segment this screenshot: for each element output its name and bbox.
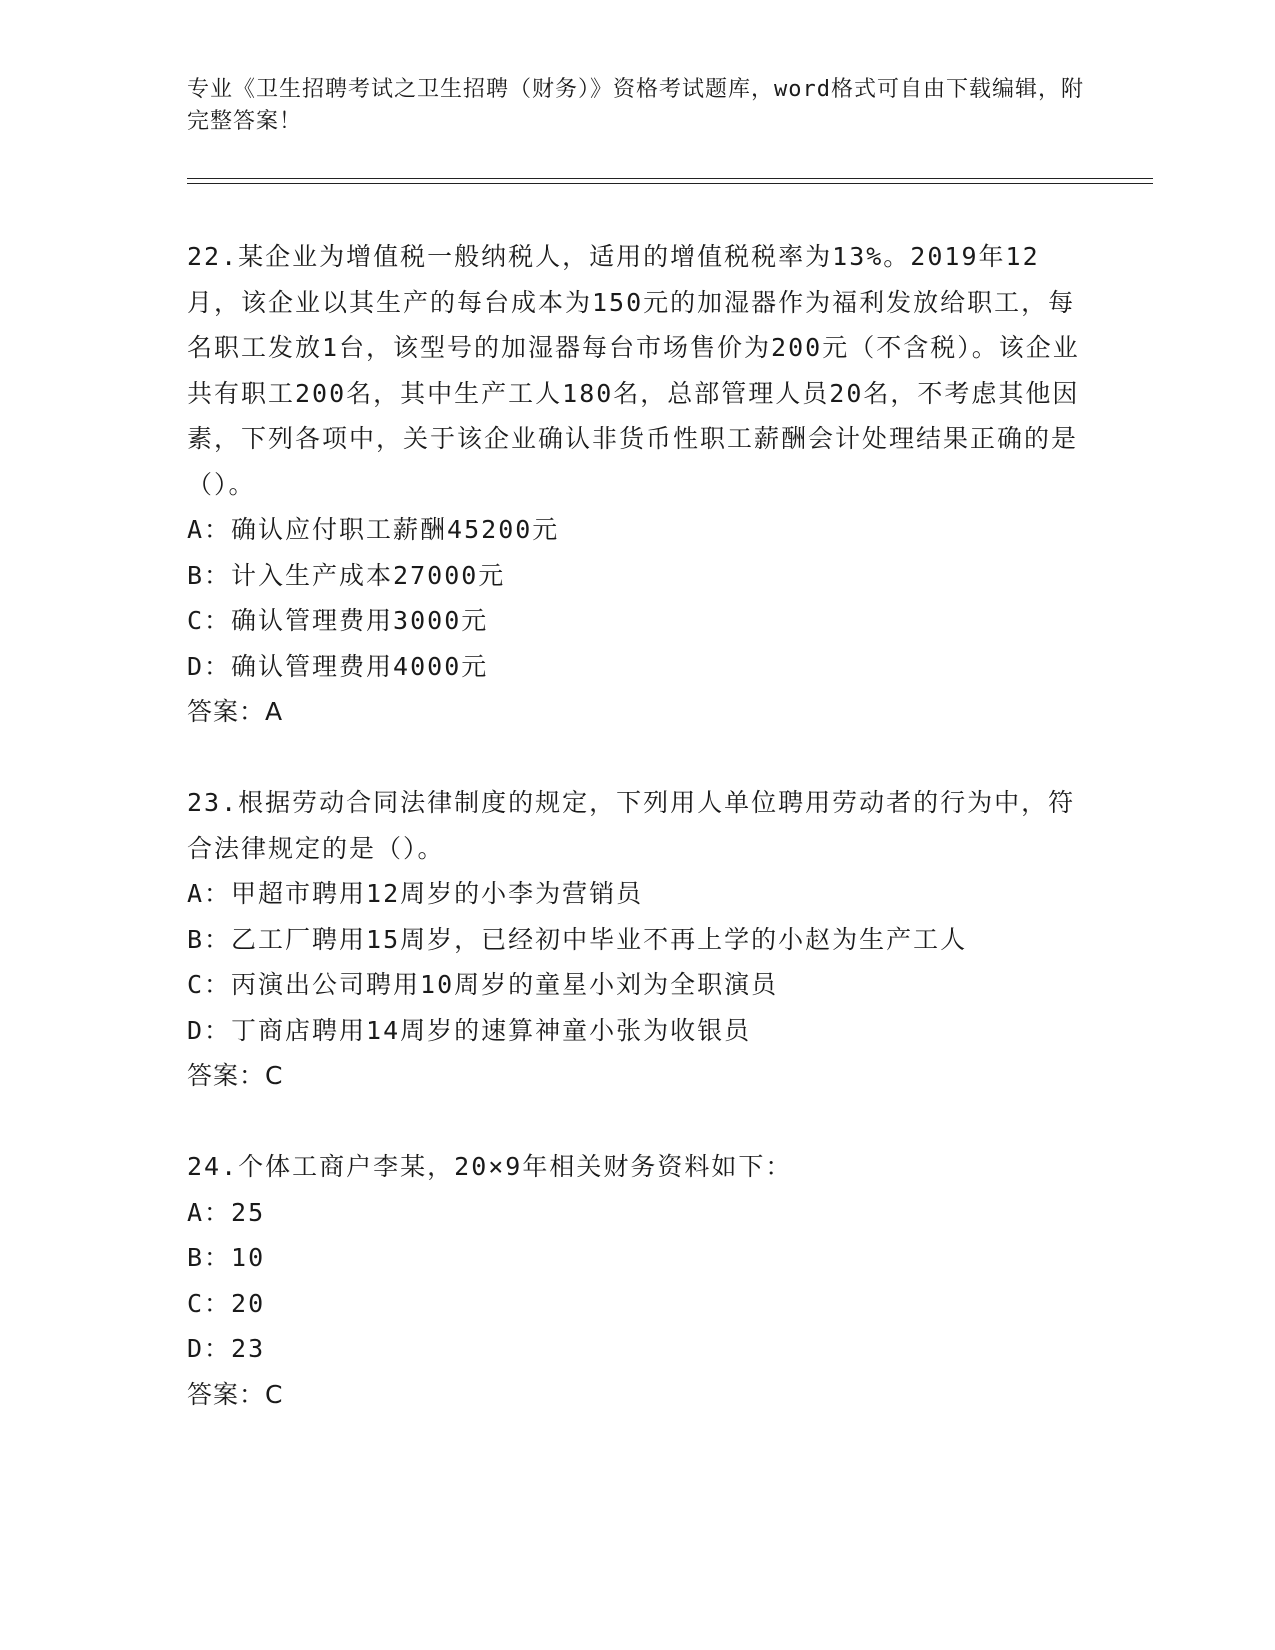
question-23 <box>187 780 1087 1099</box>
option-a: A：确认应付职工薪酬45200元 <box>187 515 560 544</box>
question-stem: 23.根据劳动合同法律制度的规定，下列用人单位聘用劳动者的行为中，符合法律规定的是（）。 <box>187 788 1076 863</box>
document-header <box>187 74 1087 138</box>
option-c: C：20 <box>187 1288 266 1318</box>
answer: 答案：A <box>187 697 284 726</box>
option-a: A：甲超市聘用12周岁的小李为营销员 <box>187 879 644 908</box>
option-b: B：计入生产成本27000元 <box>187 560 506 590</box>
option-b: B：乙工厂聘用15周岁，已经初中毕业不再上学的小赵为生产工人 <box>187 924 968 954</box>
option-d: D：23 <box>187 1334 266 1363</box>
header-title: 专业《卫生招聘考试之卫生招聘（财务）》资格考试题库，word格式可自由下载编辑，附完整答案！ <box>187 77 1084 134</box>
answer: 答案：C <box>187 1379 284 1409</box>
option-d: D：丁商店聘用14周岁的速算神童小张为收银员 <box>187 1015 752 1045</box>
question-stem: 22.某企业为增值税一般纳税人，适用的增值税税率为13%。2019年12月，该企业以其生产的每台成本为150元的加湿器作为福利发放给职工，每名职工发放1台，该型号的加湿器每台市场售价为200元（不含税）。该企业共有职工200名，其中生产工人180名，总部管理人员20名，不考虑其他因素，下列各项中，关于该企业确认非货币性职工薪酬会计处理结果正确的是（）。 <box>187 242 1080 499</box>
option-d: D：确认管理费用4000元 <box>187 651 489 681</box>
option-c: C：丙演出公司聘用10周岁的童星小刘为全职演员 <box>187 970 779 999</box>
header-divider-top <box>187 178 1153 179</box>
question-24 <box>187 1144 1087 1417</box>
answer: 答案：C <box>187 1061 284 1090</box>
header-divider-bottom <box>187 183 1153 184</box>
question-22 <box>187 234 1087 735</box>
option-b: B：10 <box>187 1243 266 1272</box>
option-a: A：25 <box>187 1197 266 1227</box>
option-c: C：确认管理费用3000元 <box>187 606 489 635</box>
question-stem: 24.个体工商户李某，20×9年相关财务资料如下： <box>187 1152 793 1181</box>
